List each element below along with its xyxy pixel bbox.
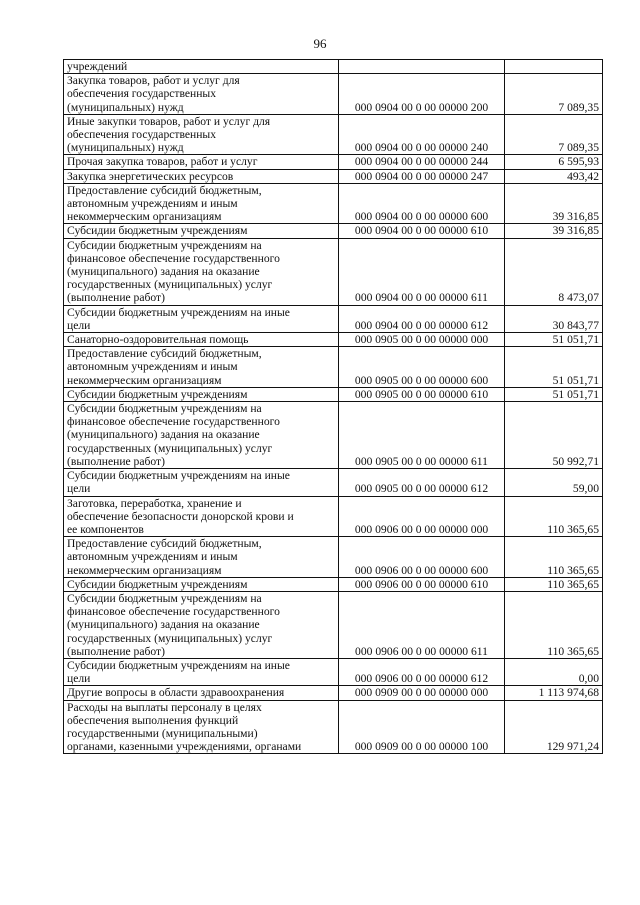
- row-code-cell: 000 0904 00 0 00 00000 600: [339, 183, 505, 224]
- row-name-cell: Субсидии бюджетным учреждениям: [64, 224, 339, 238]
- row-code-cell: 000 0905 00 0 00 00000 000: [339, 333, 505, 347]
- table-row: [64, 387, 603, 401]
- row-amount-cell: 39 316,85: [505, 183, 603, 224]
- budget-table-body: [64, 60, 603, 754]
- row-name-cell: Расходы на выплаты персоналу в целях обеспечения выполнения функций государственными (муниципальными) органами, казенными учреждениями, органами: [64, 700, 339, 754]
- row-amount-cell: 110 365,65: [505, 537, 603, 578]
- row-name-cell: Субсидии бюджетным учреждениям на иные цели: [64, 658, 339, 685]
- row-code-cell: 000 0904 00 0 00 00000 611: [339, 238, 505, 305]
- row-amount-cell: 39 316,85: [505, 224, 603, 238]
- table-row: [64, 686, 603, 700]
- table-row: [64, 496, 603, 537]
- row-amount-cell: 7 089,35: [505, 74, 603, 115]
- table-row: [64, 577, 603, 591]
- table-row: [64, 333, 603, 347]
- row-code-cell: 000 0905 00 0 00 00000 610: [339, 387, 505, 401]
- row-name-cell: Другие вопросы в области здравоохранения: [64, 686, 339, 700]
- row-name-cell: Субсидии бюджетным учреждениям на иные цели: [64, 469, 339, 496]
- row-amount-cell: 59,00: [505, 469, 603, 496]
- row-code-cell: 000 0904 00 0 00 00000 610: [339, 224, 505, 238]
- row-name-cell: Субсидии бюджетным учреждениям: [64, 387, 339, 401]
- row-code-cell: 000 0906 00 0 00 00000 612: [339, 658, 505, 685]
- table-row: [64, 658, 603, 685]
- row-amount-cell: 51 051,71: [505, 347, 603, 388]
- row-amount-cell: 6 595,93: [505, 155, 603, 169]
- row-code-cell: 000 0906 00 0 00 00000 611: [339, 591, 505, 658]
- row-name-cell: Санаторно-оздоровительная помощь: [64, 333, 339, 347]
- row-name-cell: Субсидии бюджетным учреждениям на финансовое обеспечение государственного (муниципального) задания на оказание государственных (муниципальных) услуг (выполнение работ): [64, 238, 339, 305]
- row-code-cell: 000 0909 00 0 00 00000 100: [339, 700, 505, 754]
- row-name-cell: Иные закупки товаров, работ и услуг для обеспечения государственных (муниципальных) нужд: [64, 114, 339, 155]
- row-amount-cell: 110 365,65: [505, 591, 603, 658]
- row-amount-cell: [505, 60, 603, 74]
- row-name-cell: Закупка энергетических ресурсов: [64, 169, 339, 183]
- row-amount-cell: 129 971,24: [505, 700, 603, 754]
- row-name-cell: Предоставление субсидий бюджетным, автономным учреждениям и иным некоммерческим организациям: [64, 183, 339, 224]
- table-row: [64, 183, 603, 224]
- table-row: [64, 347, 603, 388]
- table-row: [64, 74, 603, 115]
- row-name-cell: Предоставление субсидий бюджетным, автономным учреждениям и иным некоммерческим организациям: [64, 537, 339, 578]
- row-amount-cell: 7 089,35: [505, 114, 603, 155]
- table-row: [64, 238, 603, 305]
- row-amount-cell: 110 365,65: [505, 577, 603, 591]
- row-amount-cell: 51 051,71: [505, 387, 603, 401]
- row-name-cell: Прочая закупка товаров, работ и услуг: [64, 155, 339, 169]
- row-name-cell: учреждений: [64, 60, 339, 74]
- table-row: [64, 305, 603, 332]
- row-amount-cell: 110 365,65: [505, 496, 603, 537]
- row-code-cell: 000 0906 00 0 00 00000 610: [339, 577, 505, 591]
- row-name-cell: Субсидии бюджетным учреждениям на финансовое обеспечение государственного (муниципального) задания на оказание государственных (муниципальных) услуг (выполнение работ): [64, 402, 339, 469]
- row-amount-cell: 51 051,71: [505, 333, 603, 347]
- table-row: [64, 114, 603, 155]
- table-row: [64, 469, 603, 496]
- row-code-cell: 000 0905 00 0 00 00000 600: [339, 347, 505, 388]
- row-amount-cell: 8 473,07: [505, 238, 603, 305]
- row-amount-cell: 1 113 974,68: [505, 686, 603, 700]
- row-amount-cell: 493,42: [505, 169, 603, 183]
- row-amount-cell: 0,00: [505, 658, 603, 685]
- row-name-cell: Заготовка, переработка, хранение и обеспечение безопасности донорской крови и ее компонентов: [64, 496, 339, 537]
- table-row: [64, 700, 603, 754]
- row-name-cell: Субсидии бюджетным учреждениям: [64, 577, 339, 591]
- row-code-cell: 000 0904 00 0 00 00000 247: [339, 169, 505, 183]
- row-code-cell: 000 0906 00 0 00 00000 000: [339, 496, 505, 537]
- row-code-cell: 000 0905 00 0 00 00000 612: [339, 469, 505, 496]
- row-name-cell: Предоставление субсидий бюджетным, автономным учреждениям и иным некоммерческим организациям: [64, 347, 339, 388]
- table-row: [64, 537, 603, 578]
- table-row: [64, 169, 603, 183]
- row-name-cell: Закупка товаров, работ и услуг для обеспечения государственных (муниципальных) нужд: [64, 74, 339, 115]
- row-code-cell: 000 0905 00 0 00 00000 611: [339, 402, 505, 469]
- table-row: [64, 402, 603, 469]
- table-row: [64, 591, 603, 658]
- row-amount-cell: 30 843,77: [505, 305, 603, 332]
- row-code-cell: 000 0904 00 0 00 00000 244: [339, 155, 505, 169]
- row-code-cell: 000 0909 00 0 00 00000 000: [339, 686, 505, 700]
- row-code-cell: 000 0906 00 0 00 00000 600: [339, 537, 505, 578]
- page-number: 96: [313, 36, 327, 51]
- table-row: [64, 224, 603, 238]
- table-row: [64, 60, 603, 74]
- row-amount-cell: 50 992,71: [505, 402, 603, 469]
- row-name-cell: Субсидии бюджетным учреждениям на иные цели: [64, 305, 339, 332]
- row-code-cell: 000 0904 00 0 00 00000 612: [339, 305, 505, 332]
- row-code-cell: [339, 60, 505, 74]
- budget-table: [63, 59, 603, 754]
- row-code-cell: 000 0904 00 0 00 00000 240: [339, 114, 505, 155]
- table-row: [64, 155, 603, 169]
- row-code-cell: 000 0904 00 0 00 00000 200: [339, 74, 505, 115]
- row-name-cell: Субсидии бюджетным учреждениям на финансовое обеспечение государственного (муниципального) задания на оказание государственных (муниципальных) услуг (выполнение работ): [64, 591, 339, 658]
